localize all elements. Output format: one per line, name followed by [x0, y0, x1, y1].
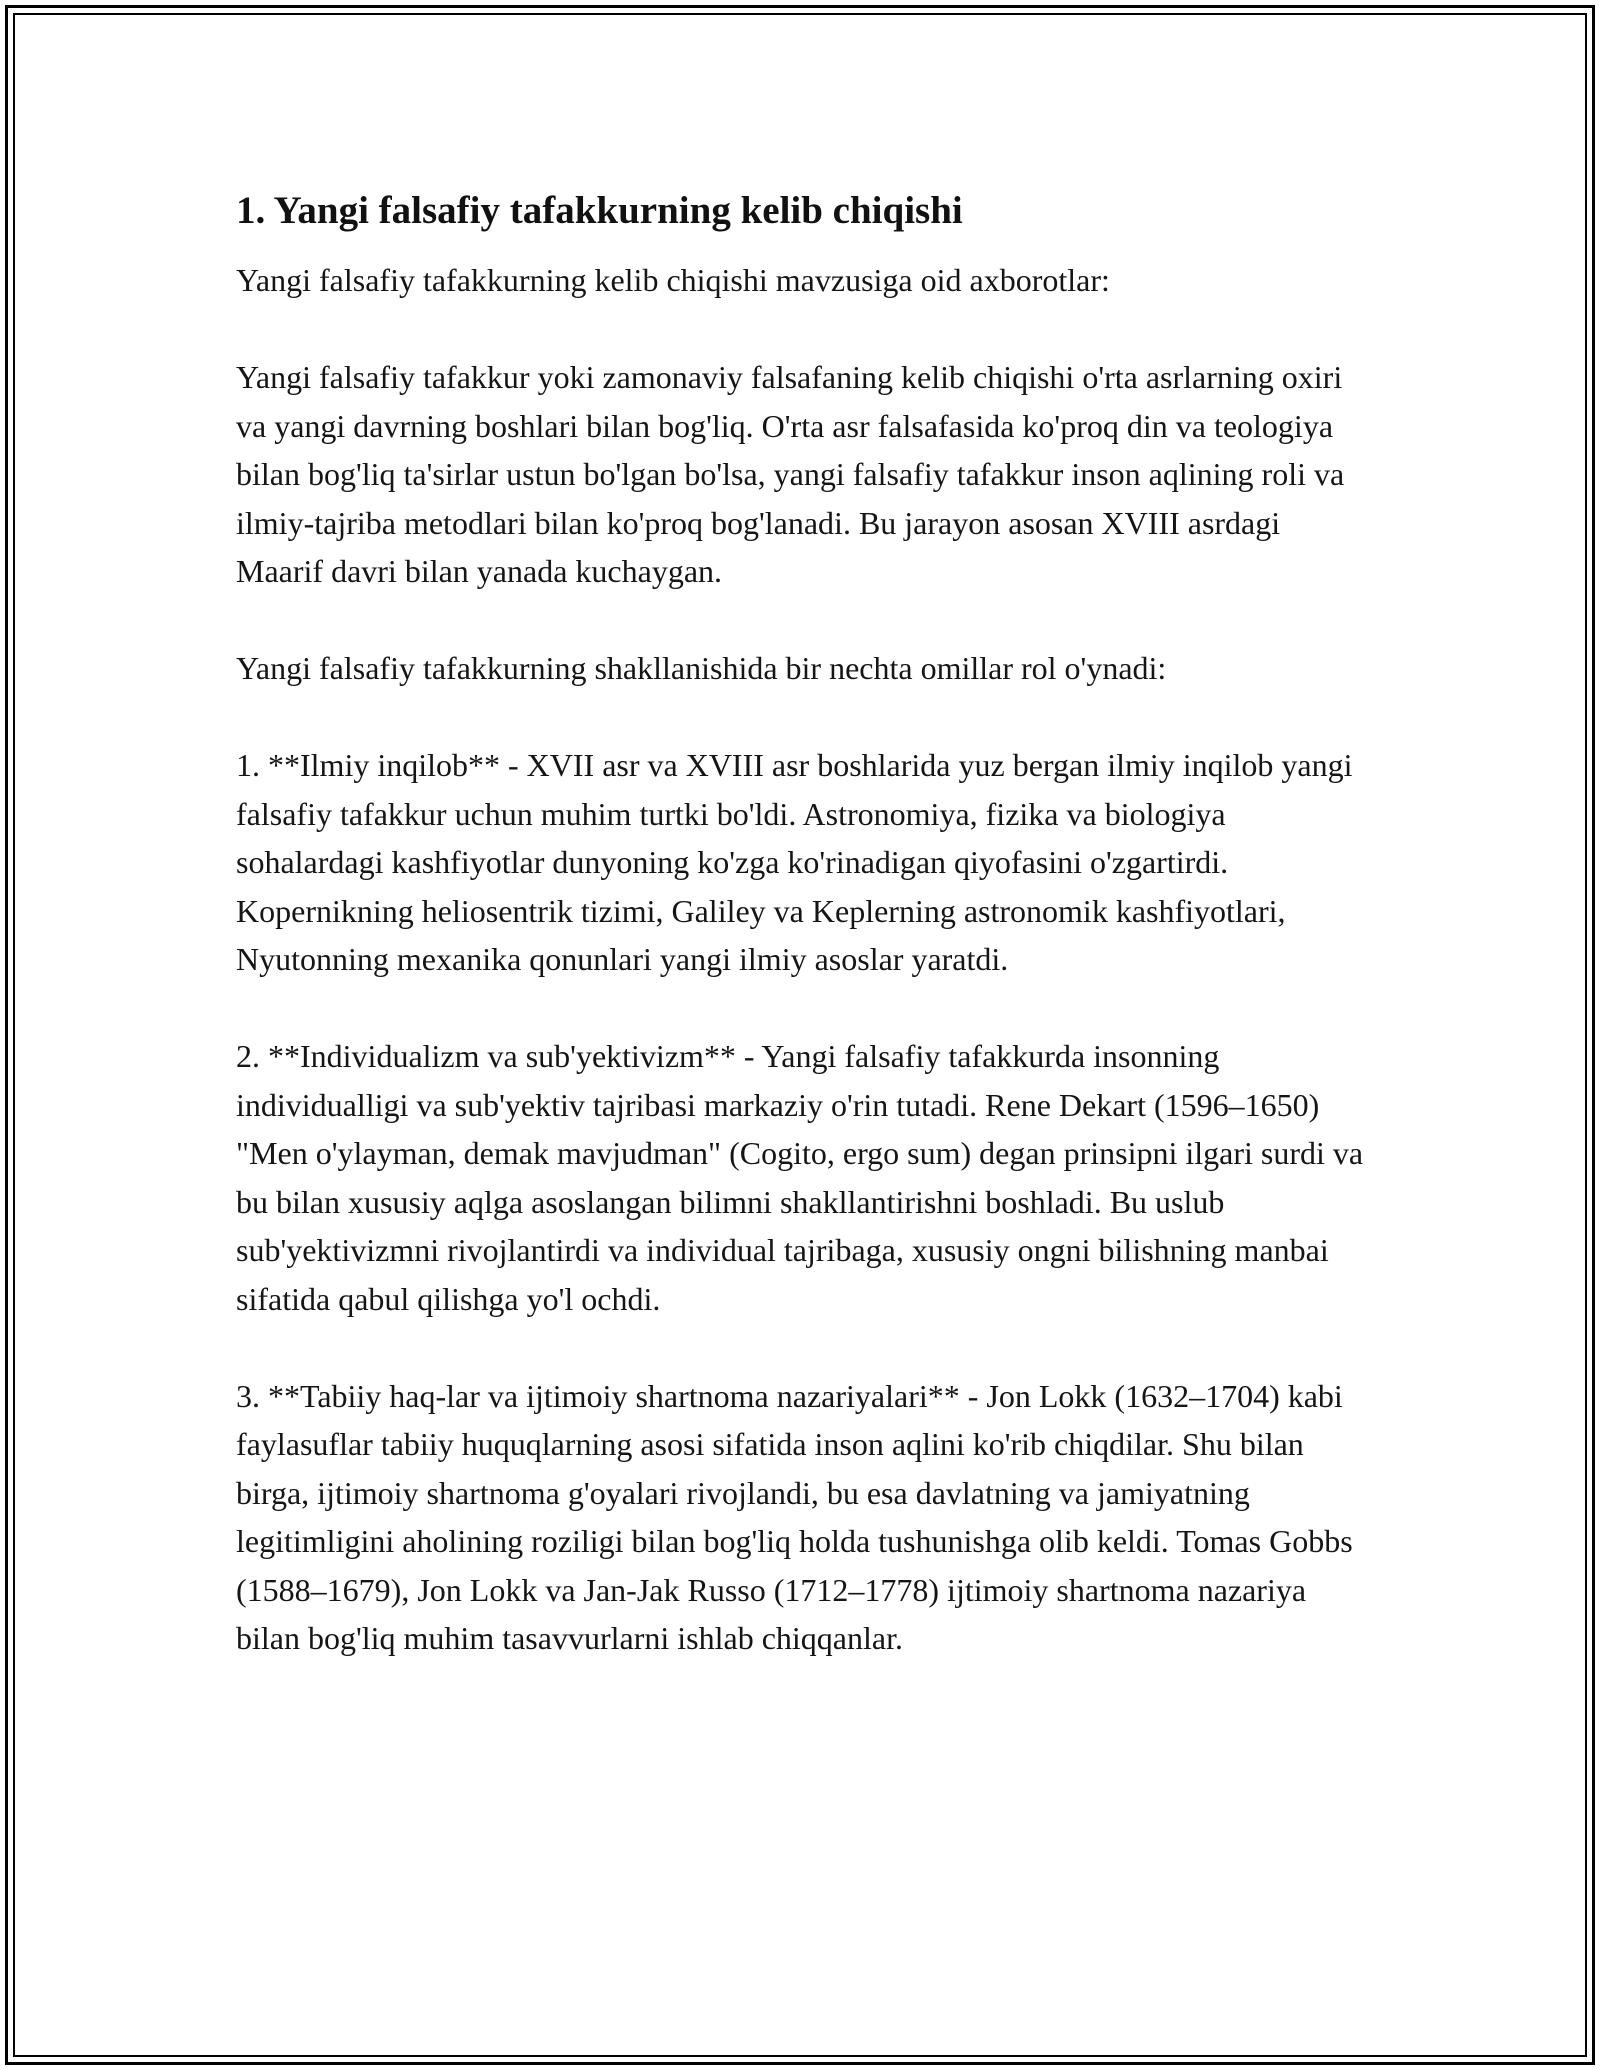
intro-paragraph: Yangi falsafiy tafakkurning kelib chiqishi mavzusiga oid axborotlar:	[236, 262, 1110, 298]
factor-3-paragraph: 3. **Tabiiy haq-lar va ijtimoiy shartnoma nazariyalari** - Jon Lokk (1632–1704) kabi faylasuflar tabiiy huquqlarning asosi sifatida inson aqlini ko'rib chiqdilar. Shu bilan birga, ijtimoiy shartnoma g'oyalari rivojlandi, bu esa davlatning va jamiyatning legitimligini aholining roziligi bilan bog'liq holda tushunishga olib keldi. Tomas Gobbs (1588–1679), Jon Lokk va Jan-Jak Russo (1712–1778) ijtimoiy shartnoma nazariya bilan bog'liq muhim tasavvurlarni ishlab chiqqanlar.	[236, 1377, 1353, 1656]
document-body	[236, 183, 1366, 1711]
document-title: 1. Yangi falsafiy tafakkurning kelib chiqishi	[236, 189, 963, 232]
factor-1-paragraph: 1. **Ilmiy inqilob** - XVII asr va XVIII asr boshlarida yuz bergan ilmiy inqilob yangi falsafiy tafakkur uchun muhim turtki bo'ldi. Astronomiya, fizika va biologiya sohalardagi kashfiyotlar dunyoning ko'zga ko'rinadigan qiyofasini o'zgartirdi. Kopernikning heliosentrik tizimi, Galiley va Keplerning astronomik kashfiyotlari, Nyutonning mexanika qonunlari yangi ilmiy asoslar yaratdi.	[236, 747, 1353, 977]
factor-2-paragraph: 2. **Individualizm va sub'yektivizm** - Yangi falsafiy tafakkurda insonning individualligi va sub'yektiv tajribasi markaziy o'rin tutadi. Rene Dekart (1596–1650) "Men o'ylayman, demak mavjudman" (Cogito, ergo sum) degan prinsipni ilgari surdi va bu bilan xususiy aqlga asoslangan bilimni shakllantirishni boshladi. Bu uslub sub'yektivizmni rivojlantirdi va individual tajribaga, xususiy ongni bilishning manbai sifatida qabul qilishga yo'l ochdi.	[236, 1038, 1364, 1317]
overview-paragraph: Yangi falsafiy tafakkur yoki zamonaviy falsafaning kelib chiqishi o'rta asrlarning oxiri va yangi davrning boshlari bilan bog'liq. O'rta asr falsafasida ko'proq din va teologiya bilan bog'liq ta'sirlar ustun bo'lgan bo'lsa, yangi falsafiy tafakkur inson aqlining roli va ilmiy-tajriba metodlari bilan ko'proq bog'lanadi. Bu jarayon asosan XVIII asrdagi Maarif davri bilan yanada kuchaygan.	[236, 359, 1345, 589]
factors-intro-paragraph: Yangi falsafiy tafakkurning shakllanishida bir nechta omillar rol o'ynadi:	[236, 650, 1167, 686]
